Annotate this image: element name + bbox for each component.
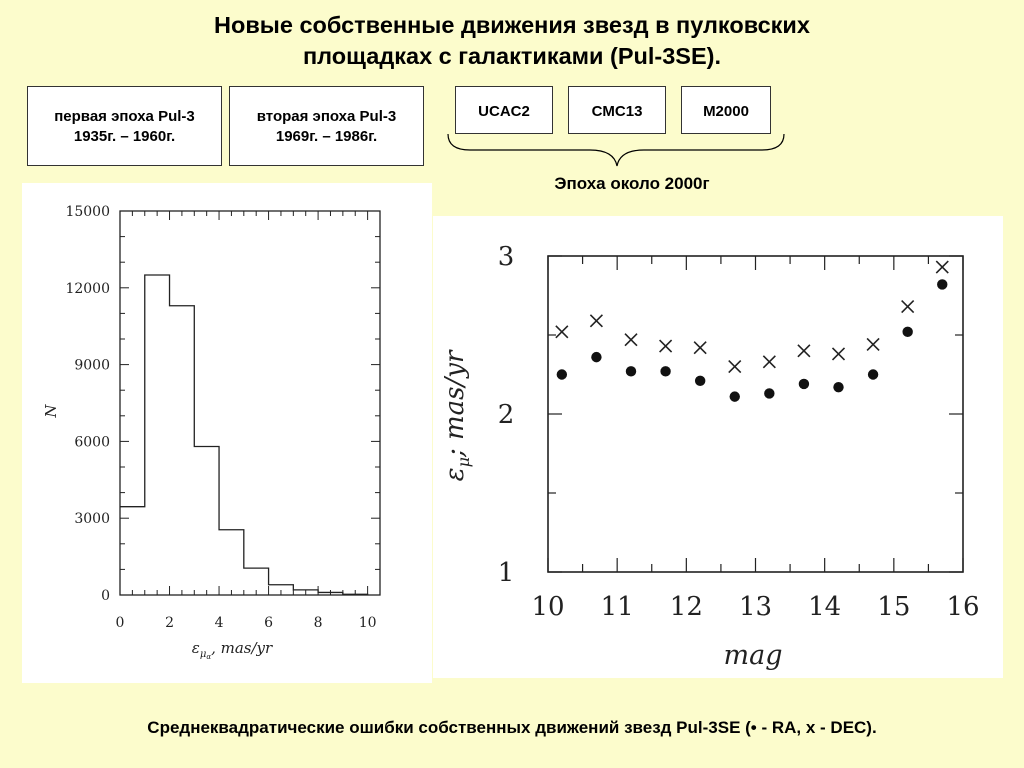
scatter-point-cross [936,261,948,273]
catalog-box-m2000 [681,86,771,134]
scatter-point-cross [763,356,775,368]
scatter-point-dot [557,369,567,379]
histogram-y-tick-label: 15000 [65,204,110,220]
page-title [0,10,1024,72]
scatter-y-tick-label: 2 [497,400,515,430]
scatter-point-dot [695,376,705,386]
histogram-x-tick-label: 2 [165,615,174,631]
histogram-bars [120,275,368,595]
catalog-m2000-label: M2000 [703,103,749,120]
catalog-box-cmc13 [568,86,666,134]
scatter-point-dot [868,369,878,379]
scatter-point-cross [798,345,810,357]
epoch-first-label: первая эпоха Pul-3 [54,108,195,125]
histogram-y-tick-label: 12000 [65,280,110,297]
histogram-x-tick-label: 6 [264,615,274,631]
epoch-second-label: вторая эпоха Pul-3 [256,108,397,125]
scatter-y-axis-label: $\varepsilon_\mu$; mas/yr [440,350,473,482]
histogram-panel [22,183,432,683]
histogram-y-tick-label: 9000 [74,357,110,374]
scatter-point-cross [902,301,914,313]
scatter-frame [548,256,963,572]
histogram-y-tick-label: 3000 [74,511,110,528]
epoch-box-second [229,86,424,166]
scatter-x-tick-label: 12 [669,592,703,622]
epoch-second-years: 1969г. – 1986г. [275,128,378,145]
scatter-point-dot [626,366,636,376]
histogram-y-tick-label: 6000 [74,434,110,451]
scatter-point-dot [799,379,809,389]
histogram-y-tick-label: 0 [101,588,110,604]
scatter-point-cross [625,334,637,346]
histogram-y-axis-label: N [42,404,60,418]
figure-caption: Среднеквадратические ошибки собственных движений звезд Pul-3SE (• - RA, x - DEC). [147,718,877,737]
scatter-point-dot [591,352,601,362]
histogram-chart [22,183,432,683]
catalog-ucac2-label: UCAC2 [478,103,530,120]
scatter-point-cross [590,315,602,327]
scatter-y-tick-label: 3 [497,242,515,272]
scatter-point-dot [764,388,774,398]
catalog-cmc13-label: CMC13 [591,103,643,120]
scatter-point-dot [937,279,947,289]
scatter-chart [433,216,1003,678]
scatter-x-tick-label: 10 [531,592,565,622]
histogram-x-tick-label: 8 [313,615,323,631]
scatter-panel [433,216,1003,678]
scatter-x-axis-label: mag [723,640,783,671]
scatter-x-tick-label: 13 [738,592,773,622]
scatter-x-tick-label: 14 [808,592,842,622]
scatter-point-cross [833,348,845,360]
histogram-frame [120,211,380,595]
histogram-x-tick-label: 10 [358,615,377,631]
epoch-first-years: 1935г. – 1960г. [73,128,176,145]
scatter-point-cross [556,326,568,338]
epoch-box-first [27,86,222,166]
scatter-x-tick-label: 11 [600,592,634,622]
scatter-point-cross [729,361,741,373]
histogram-x-tick-label: 0 [115,615,125,631]
scatter-point-dot [902,327,912,337]
scatter-point-cross [694,342,706,354]
scatter-point-dot [730,391,740,401]
histogram-x-tick-label: 4 [214,615,224,631]
scatter-x-tick-label: 16 [946,592,980,622]
title-line-2: площадках с галактиками (Pul-3SE). [302,43,722,69]
curly-brace [440,128,790,170]
histogram-x-axis-label: $\varepsilon_\mu\alpha$, mas/yr [191,639,273,661]
catalog-box-ucac2 [455,86,553,134]
scatter-point-cross [660,340,672,352]
title-line-1: Новые собственные движения звезд в пулковских [214,12,810,38]
scatter-point-dot [833,382,843,392]
scatter-x-tick-label: 15 [877,592,911,622]
scatter-y-tick-label: 1 [497,558,515,588]
scatter-point-dot [660,366,670,376]
scatter-point-cross [867,338,879,350]
epoch-note: Эпоха около 2000г [554,174,710,193]
